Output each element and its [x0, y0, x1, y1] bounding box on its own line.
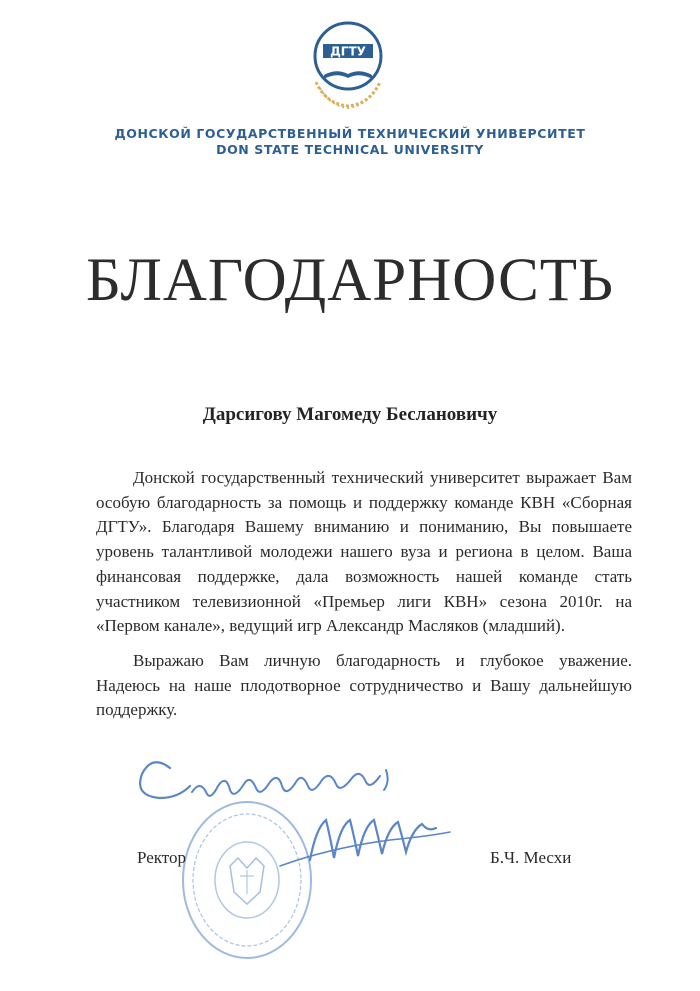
body-paragraph: Донской государственный технический университет выражает Вам особую благодарность за помощь и поддержку команде КВН «Сборная ДГТУ». Благодаря Вашему вниманию и пониманию, Вы повышаете уровень талантливой молодежи нашего вуза и региона в целом. Ваша финансовая поддержке, дала возможность нашей команде стать участником телевизионной «Премьер лиги КВН» сезона 2010г. на «Первом канале», ведущий игр Александр Масляков (младший). [96, 468, 632, 636]
logo-text: ДГТУ [330, 44, 366, 59]
body-paragraph: Выражаю Вам личную благодарность и глубокое уважение. Надеюсь на наше плодотворное сотрудничество и Вашу дальнейшую поддержку. [96, 650, 632, 720]
university-name-en: DON STATE TECHNICAL UNIVERSITY [216, 142, 484, 157]
university-logo [306, 20, 390, 112]
document-title: БЛАГОДАРНОСТЬ [85, 247, 615, 314]
letter-body [96, 466, 632, 723]
university-name-ru: ДОНСКОЙ ГОСУДАРСТВЕННЫЙ ТЕХНИЧЕСКИЙ УНИВЕРСИТЕТ [114, 126, 586, 141]
signatory-position: Ректор [137, 848, 187, 867]
signatory-name: Б.Ч. Месхи [490, 848, 572, 867]
recipient-name: Дарсигову Магомеду Беслановичу [202, 404, 498, 425]
